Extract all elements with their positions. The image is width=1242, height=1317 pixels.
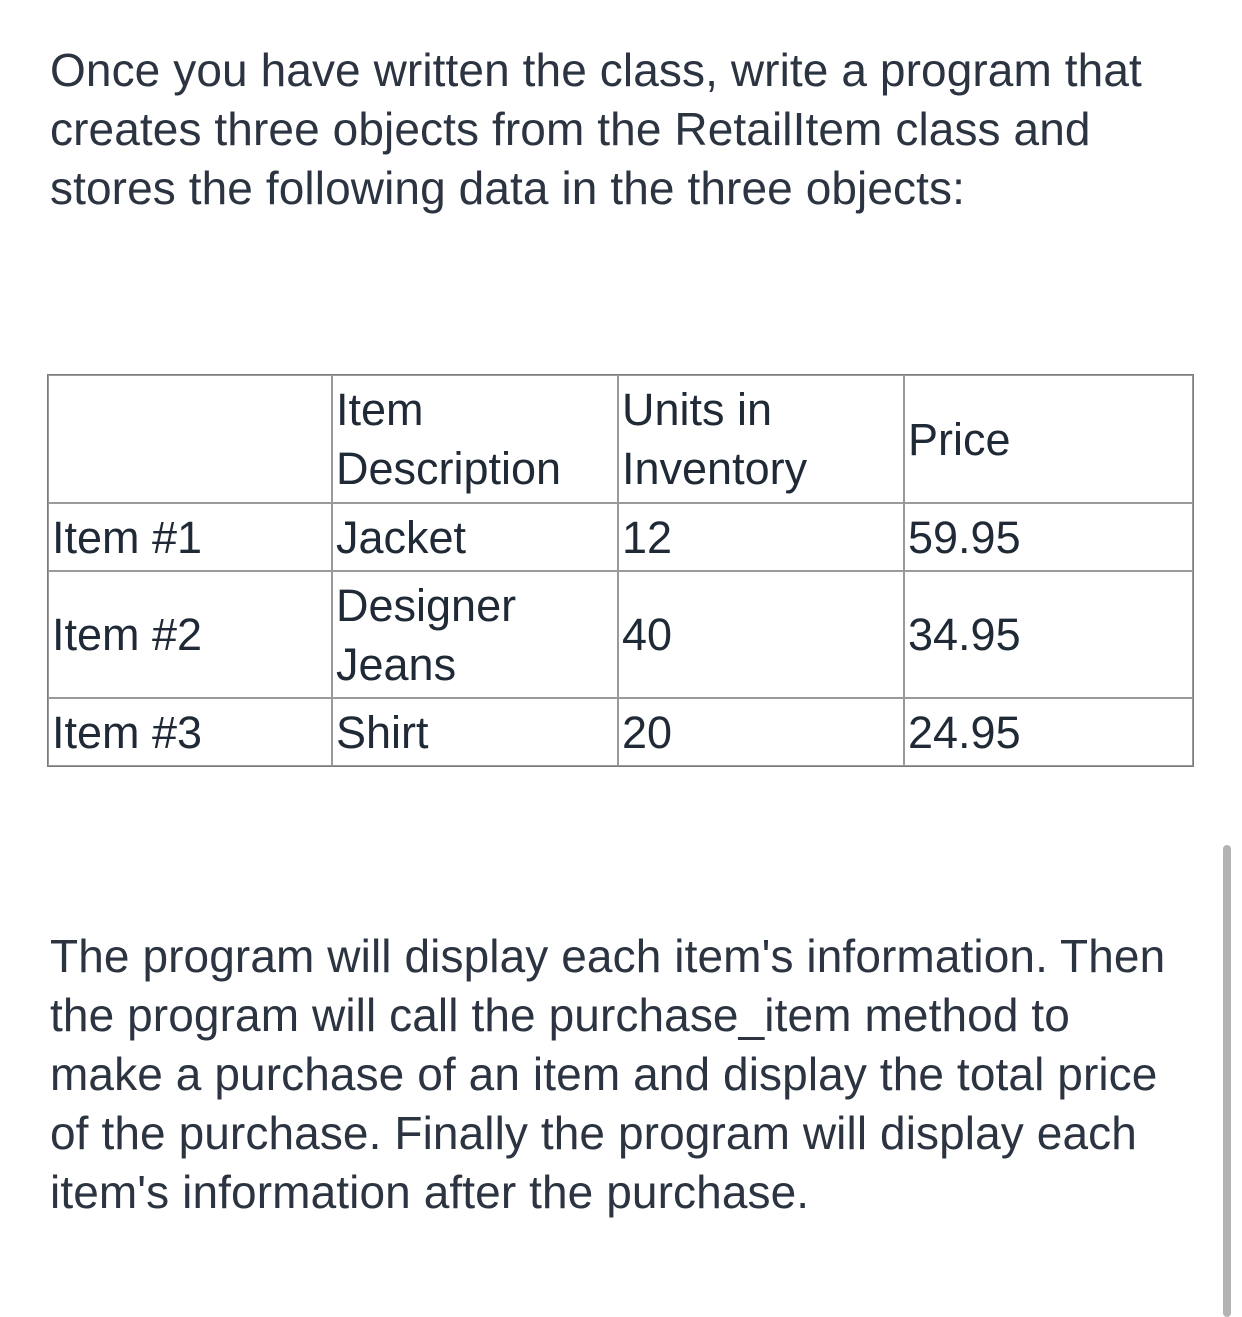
- row-label: Item #2: [52, 609, 203, 661]
- header-cell-price: [904, 375, 1193, 503]
- intro-paragraph: Once you have written the class, write a program that creates three objects from the RetailItem class and stores the following data in the three objects:: [50, 44, 1142, 214]
- units-cell: [618, 503, 904, 571]
- table-header-row: [48, 375, 1193, 503]
- price-value: 24.95: [908, 706, 1021, 758]
- header-label-units: Units in Inventory: [622, 384, 808, 495]
- description-cell: [332, 571, 618, 698]
- item-description: Designer Jeans: [336, 579, 517, 690]
- units-value: 40: [622, 609, 673, 661]
- row-label-cell: [48, 698, 332, 766]
- units-cell: [618, 571, 904, 698]
- table-row: [48, 503, 1193, 571]
- header-cell-units: [618, 375, 904, 503]
- header-label-price: Price: [908, 413, 1011, 465]
- price-cell: [904, 503, 1193, 571]
- table-row: [48, 571, 1193, 698]
- item-description: Jacket: [336, 511, 467, 563]
- header-label-description: Item Description: [336, 384, 562, 495]
- header-cell-description: [332, 375, 618, 503]
- row-label-cell: [48, 503, 332, 571]
- description-cell: [332, 503, 618, 571]
- retail-items-table: [47, 374, 1194, 767]
- item-description: Shirt: [336, 706, 429, 758]
- row-label-cell: [48, 571, 332, 698]
- units-value: 12: [622, 511, 673, 563]
- price-cell: [904, 571, 1193, 698]
- row-label: Item #3: [52, 706, 203, 758]
- outro-paragraph: The program will display each item's information. Then the program will call the purchase_item method to make a purchase of an item and display the total price of the purchase. Finally the program will display each item's information after the purchase.: [50, 930, 1166, 1218]
- price-cell: [904, 698, 1193, 766]
- units-value: 20: [622, 706, 673, 758]
- header-cell-empty: [48, 375, 332, 503]
- price-value: 59.95: [908, 511, 1021, 563]
- table-row: [48, 698, 1193, 766]
- description-cell: [332, 698, 618, 766]
- row-label: Item #1: [52, 511, 203, 563]
- units-cell: [618, 698, 904, 766]
- price-value: 34.95: [908, 609, 1021, 661]
- vertical-scrollbar[interactable]: [1223, 845, 1231, 1317]
